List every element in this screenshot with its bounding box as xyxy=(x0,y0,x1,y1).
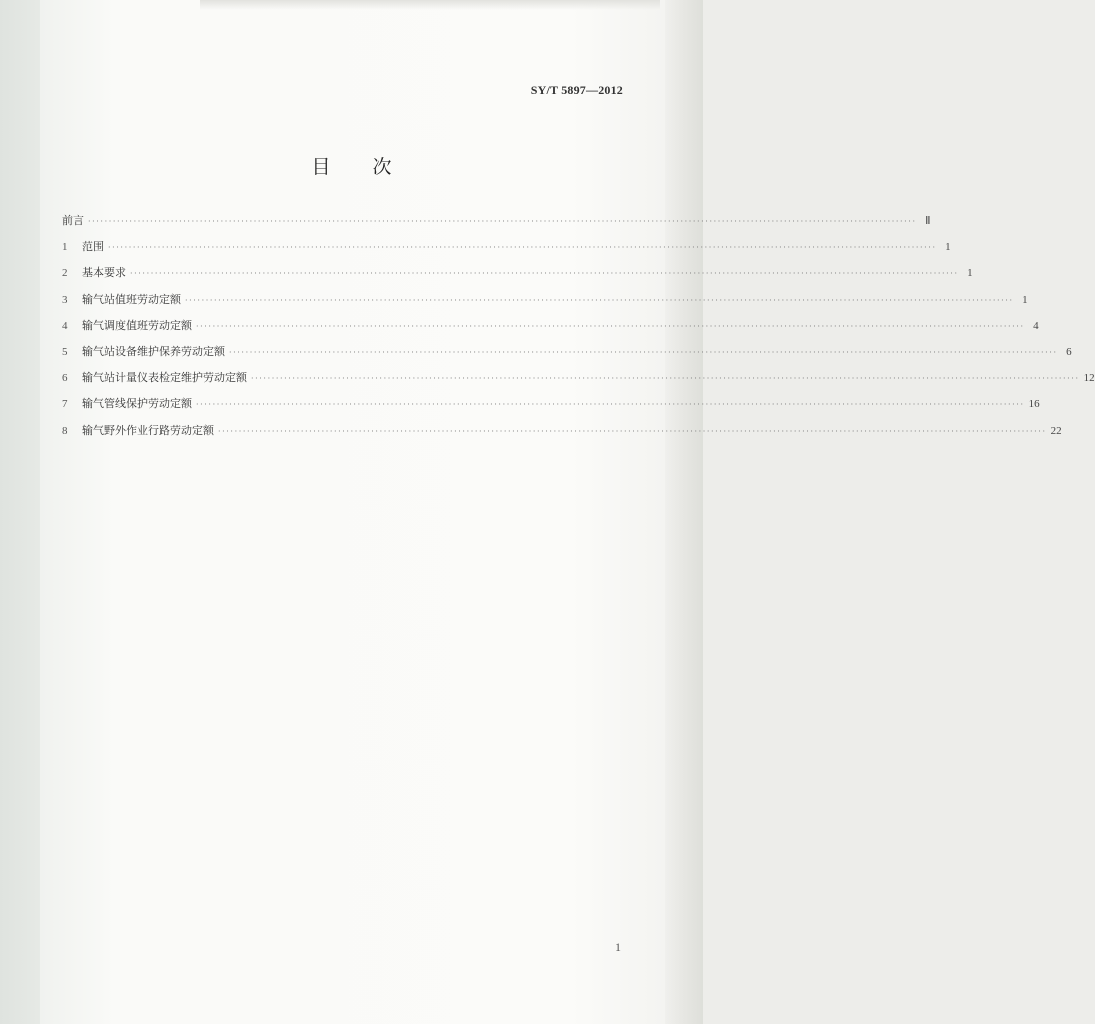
toc-entry-page: 1 xyxy=(967,267,973,280)
toc-entry-label: 输气管线保护劳动定额 xyxy=(82,397,192,411)
toc-entry-page: 1 xyxy=(945,241,951,254)
page-number: 1 xyxy=(615,940,621,954)
toc-entry-number: 6 xyxy=(62,372,68,385)
toc-entry-number: 1 xyxy=(62,241,68,254)
toc-dot-leader: ········································································································································································································ xyxy=(88,217,917,226)
toc-entry-page: 1 xyxy=(1022,293,1028,306)
toc-entry[interactable] xyxy=(62,395,1040,421)
toc-entry-page: 22 xyxy=(1050,424,1062,437)
toc-dot-leader: ········································································································································································································ xyxy=(196,400,1025,410)
toc-entry-page: 4 xyxy=(1033,319,1039,332)
toc-entry-number: 3 xyxy=(62,293,68,306)
table-of-contents xyxy=(62,212,1095,448)
toc-title: 目 次 xyxy=(311,156,392,178)
toc-entry-page: 6 xyxy=(1066,345,1072,358)
toc-entry-label: 基本要求 xyxy=(82,266,126,280)
toc-entry[interactable] xyxy=(62,264,973,290)
toc-entry[interactable] xyxy=(62,212,931,238)
toc-dot-leader: ········································································································································································································ xyxy=(108,243,937,253)
scan-shadow-top xyxy=(200,0,660,10)
toc-dot-leader: ········································································································································································································ xyxy=(229,347,1058,357)
toc-entry[interactable] xyxy=(62,343,1072,369)
toc-entry-page: Ⅱ xyxy=(925,215,931,227)
toc-entry-label: 输气站计量仪表检定维护劳动定额 xyxy=(82,371,247,385)
toc-dot-leader: ········································································································································································································ xyxy=(251,374,1080,384)
toc-entry-label: 输气野外作业行路劳动定额 xyxy=(82,423,214,437)
document-code: SY/T 5897—2012 xyxy=(530,83,623,97)
toc-entry-label: 输气站设备维护保养劳动定额 xyxy=(82,344,225,358)
toc-entry[interactable] xyxy=(62,317,1039,343)
toc-entry-label: 输气站值班劳动定额 xyxy=(82,292,181,306)
toc-entry-number: 2 xyxy=(62,267,68,280)
toc-entry[interactable] xyxy=(62,422,1062,448)
toc-entry-page: 16 xyxy=(1028,398,1040,411)
toc-entry-number: 4 xyxy=(62,319,68,332)
toc-entry-number: 8 xyxy=(62,424,68,437)
toc-dot-leader: ········································································································································································································ xyxy=(196,321,1025,331)
toc-entry[interactable] xyxy=(62,369,1095,395)
toc-dot-leader: ········································································································································································································ xyxy=(130,269,959,279)
toc-dot-leader: ········································································································································································································ xyxy=(185,295,1014,305)
toc-entry[interactable] xyxy=(62,238,951,264)
toc-entry-page: 12 xyxy=(1083,372,1095,385)
toc-entry-label: 范围 xyxy=(82,240,104,254)
toc-entry-number: 7 xyxy=(62,398,68,411)
toc-entry-label: 前言 xyxy=(62,214,84,227)
toc-entry-label: 输气调度值班劳动定额 xyxy=(82,318,192,332)
toc-entry[interactable] xyxy=(62,291,1028,317)
toc-entry-number: 5 xyxy=(62,345,68,358)
toc-dot-leader: ········································································································································································································ xyxy=(218,426,1047,436)
